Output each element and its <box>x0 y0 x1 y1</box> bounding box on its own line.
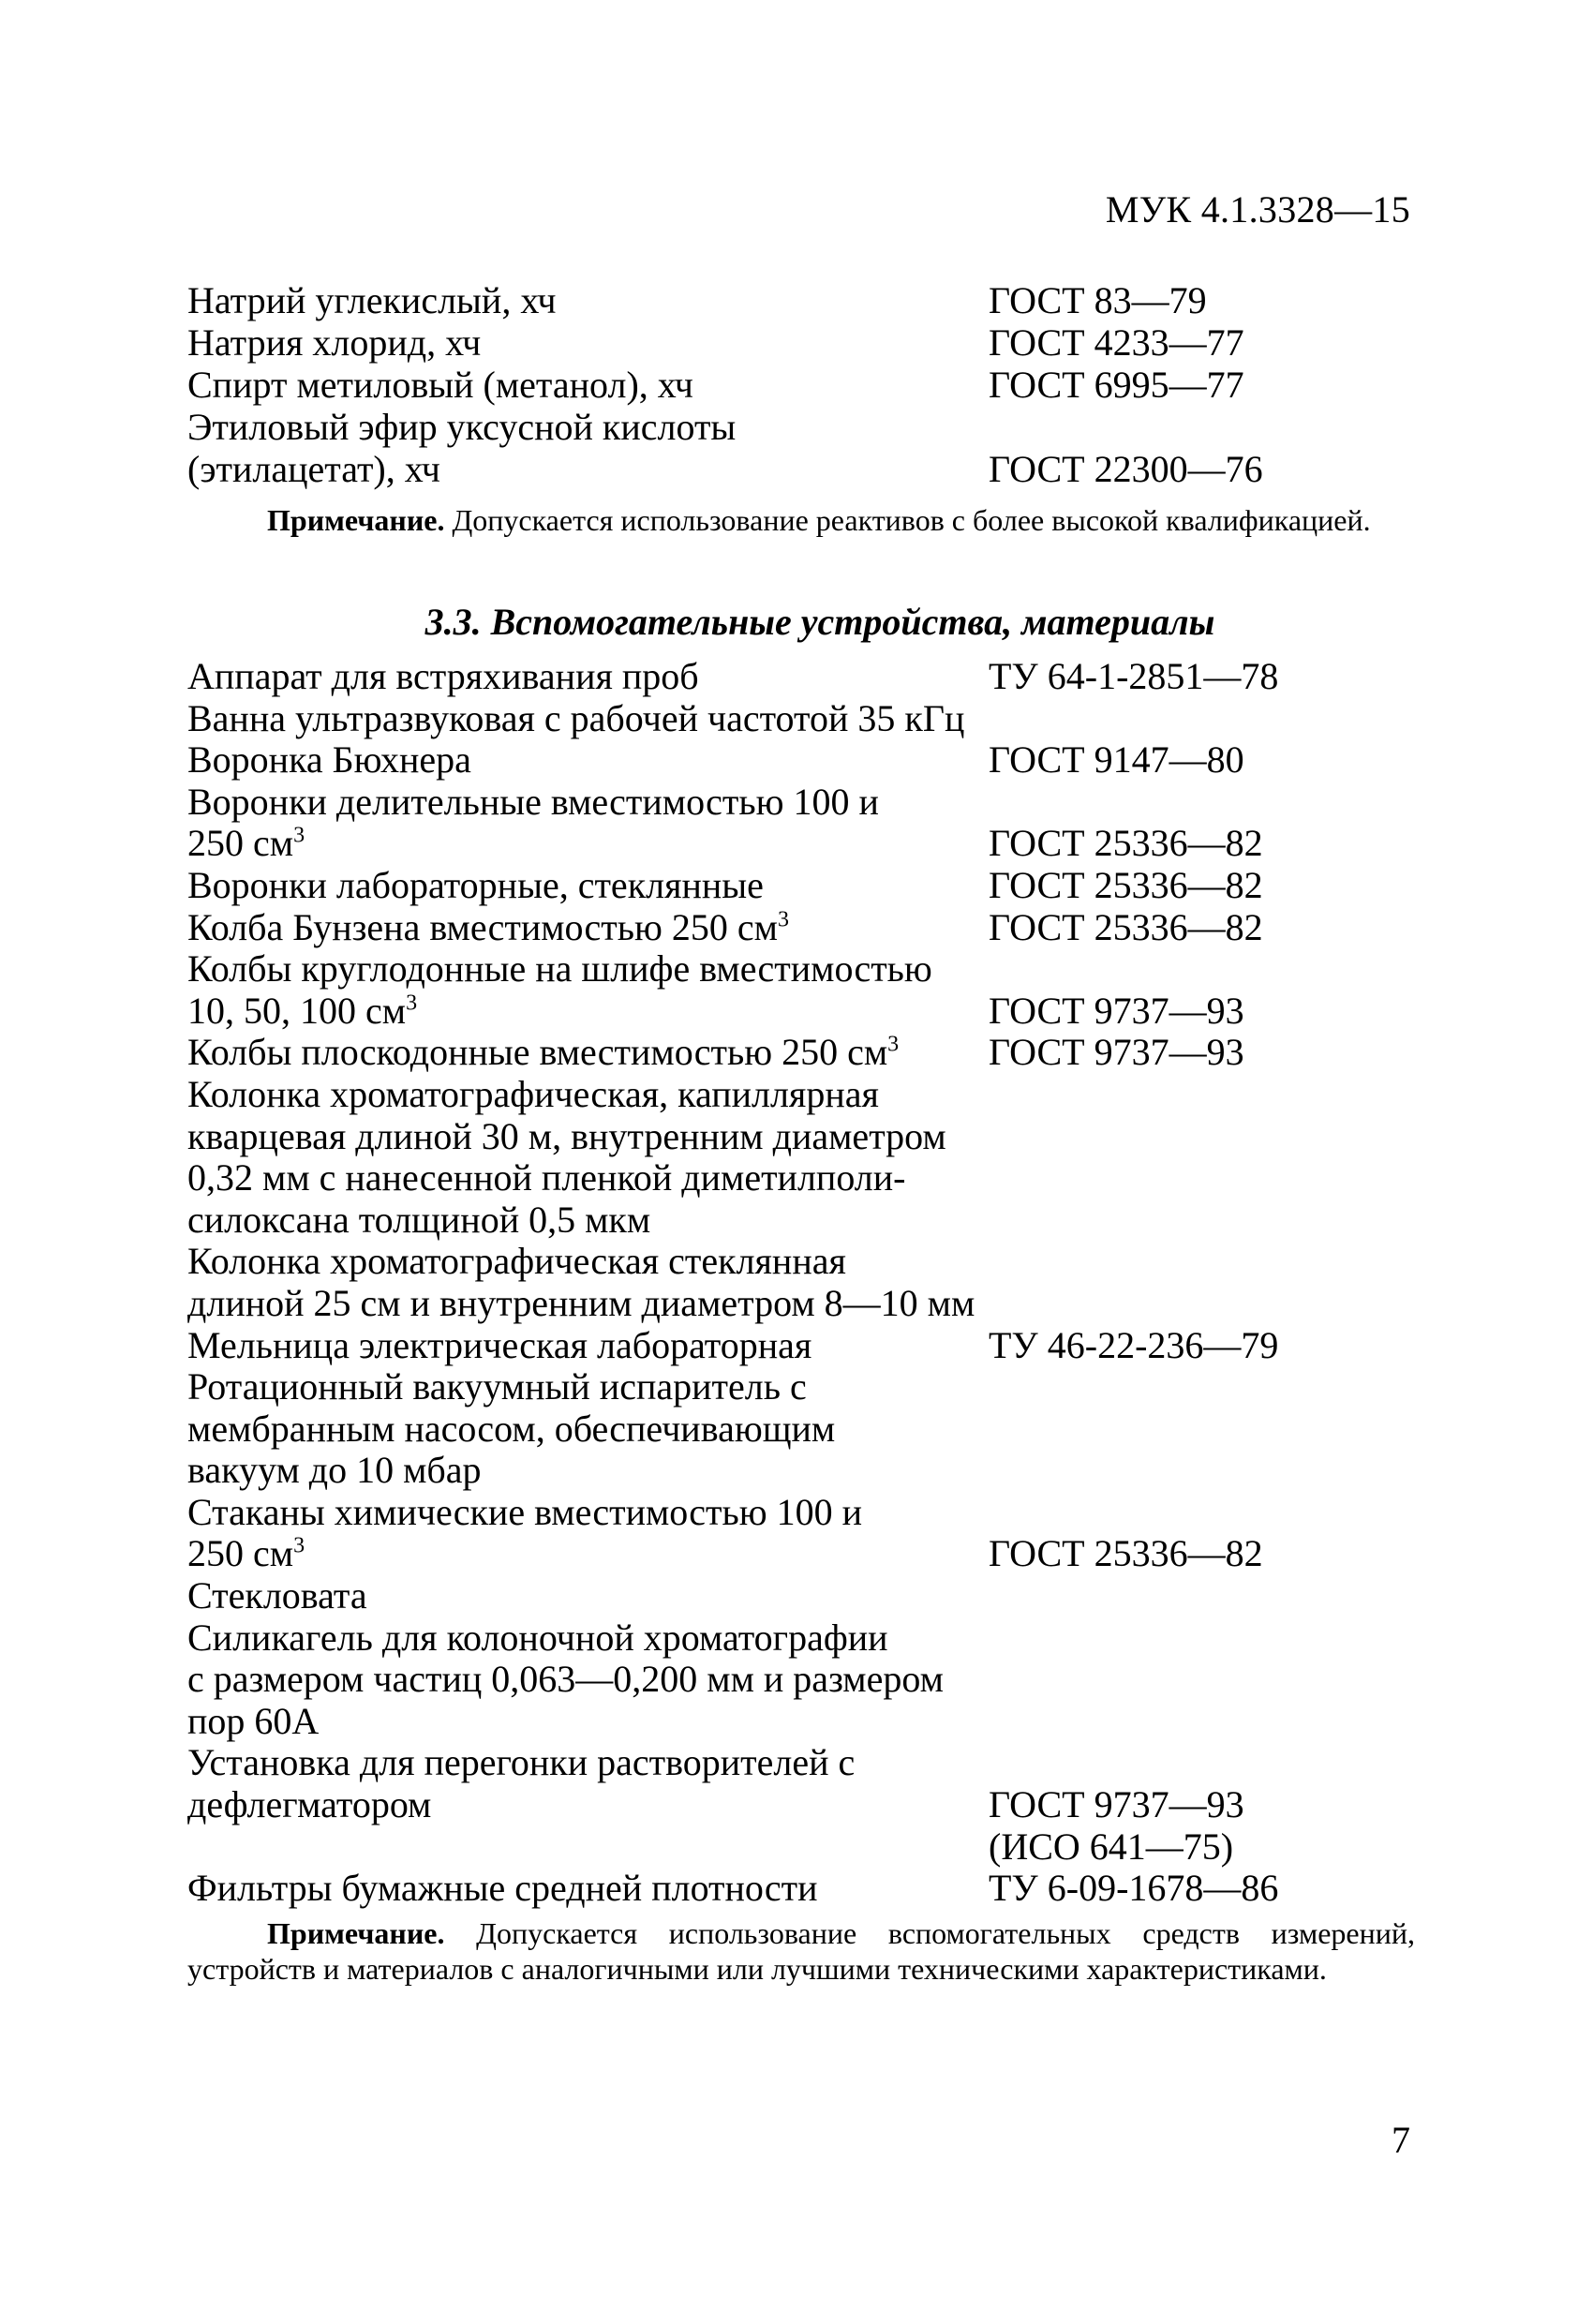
equipment-name <box>187 1157 989 1199</box>
equipment-name-text: 10, 50, 100 см <box>187 989 407 1032</box>
equipment-name-text: 250 см <box>187 822 294 865</box>
list-item <box>187 823 1424 865</box>
equipment-name <box>187 1701 989 1743</box>
equipment-standard <box>989 1575 1424 1617</box>
list-item <box>187 448 1424 490</box>
list-item <box>187 1283 1424 1325</box>
equipment-standard: (ИСО 641—75) <box>989 1825 1234 1868</box>
equipment-name-text: Воронки делительные вместимостью 100 и <box>187 780 879 823</box>
list-item <box>187 1784 1424 1826</box>
reagent-name: Натрия хлорид, хч <box>187 321 482 364</box>
list-item <box>187 1742 1424 1784</box>
list-item <box>187 1408 1424 1451</box>
equipment-name <box>187 1408 989 1451</box>
unit-superscript: 3 <box>406 991 418 1016</box>
list-item <box>187 1325 1424 1367</box>
list-item <box>187 406 1424 448</box>
reagent-name: Спирт метиловый (метанол), хч <box>187 364 693 406</box>
equipment-standard: ГОСТ 25336—82 <box>989 1532 1263 1575</box>
equipment-name-text: дефлегматором <box>187 1783 432 1826</box>
equipment-name-text: Стаканы химические вместимостью 100 и <box>187 1490 863 1533</box>
list-item <box>187 279 1424 321</box>
equipment-standard: ГОСТ 25336—82 <box>989 863 1263 906</box>
equipment-name-text: Воронка Бюхнера <box>187 738 471 782</box>
equipment-name <box>187 948 989 991</box>
equipment-name-text: вакуум до 10 мбар <box>187 1449 482 1492</box>
list-item <box>187 1533 1424 1575</box>
equipment-name <box>187 1575 989 1617</box>
list-item <box>187 1617 1424 1660</box>
equipment-standard <box>989 1283 1424 1325</box>
equipment-standard <box>989 1742 1424 1784</box>
equipment-name <box>187 1868 989 1910</box>
equipment-name <box>187 1366 989 1408</box>
list-item <box>187 782 1424 824</box>
equipment-standard: ГОСТ 9737—93 <box>989 1783 1244 1826</box>
equipment-name <box>187 1032 989 1074</box>
equipment-name-text: Установка для перегонки растворителей с <box>187 1741 856 1784</box>
equipment-name-text: Стекловата <box>187 1574 367 1617</box>
equipment-name-text: Силикагель для колоночной хроматографии <box>187 1616 888 1659</box>
reagents-list <box>187 279 1424 490</box>
equipment-standard <box>989 1199 1424 1242</box>
note-text: Допускается использование реактивов с более высокой квалификацией. <box>444 503 1371 537</box>
list-item <box>187 1575 1424 1617</box>
equipment-name <box>187 1199 989 1242</box>
note-reagents <box>187 502 1415 538</box>
list-item <box>187 364 1424 406</box>
equipment-name-text: Колонка хроматографическая стеклянная <box>187 1240 846 1283</box>
equipment-name <box>187 1617 989 1660</box>
list-item <box>187 907 1424 949</box>
equipment-standard <box>989 1241 1424 1283</box>
equipment-name-text: Мельница электрическая лабораторная <box>187 1323 812 1366</box>
equipment-standard <box>989 1659 1424 1701</box>
equipment-name <box>187 782 989 824</box>
reagent-standard: ГОСТ 22300—76 <box>989 448 1263 490</box>
equipment-name <box>187 865 989 907</box>
list-item <box>187 1868 1424 1910</box>
equipment-name-text: с размером частиц 0,063—0,200 мм и размером <box>187 1658 944 1701</box>
list-item <box>187 1199 1424 1242</box>
page-number: 7 <box>1392 2119 1410 2161</box>
list-item <box>187 1659 1424 1701</box>
list-item <box>187 1366 1424 1408</box>
equipment-name-text: 250 см <box>187 1532 294 1575</box>
reagent-name: (этилацетат), хч <box>187 448 440 490</box>
equipment-name <box>187 698 989 740</box>
equipment-name-text: Ротационный вакуумный испаритель с <box>187 1365 807 1408</box>
equipment-name-text: Ванна ультразвуковая с рабочей частотой 35 кГц <box>187 696 965 739</box>
equipment-name-text: 0,32 мм с нанесенной пленкой диметилполи- <box>187 1156 906 1199</box>
equipment-name <box>187 739 989 782</box>
equipment-standard: ТУ 46-22-236—79 <box>989 1323 1279 1366</box>
equipment-list <box>187 656 1424 1910</box>
equipment-name-text: Колба Бунзена вместимостью 250 см <box>187 905 778 948</box>
unit-superscript: 3 <box>777 907 789 932</box>
equipment-name-text: Колбы плоскодонные вместимостью 250 см <box>187 1031 888 1074</box>
unit-superscript: 3 <box>887 1033 900 1058</box>
equipment-name-text: Воронки лабораторные, стеклянные <box>187 863 764 906</box>
equipment-name-text: мембранным насосом, обеспечивающим <box>187 1407 836 1450</box>
equipment-name <box>187 823 989 865</box>
equipment-standard <box>989 782 1424 824</box>
equipment-name-text: Аппарат для встряхивания проб <box>187 655 699 697</box>
equipment-name-text: Колбы круглодонные на шлифе вместимостью <box>187 947 932 991</box>
section-title: 3.3. Вспомогательные устройства, материалы <box>424 601 1215 643</box>
equipment-name-text: Колонка хроматографическая, капиллярная <box>187 1072 879 1115</box>
equipment-name <box>187 1283 989 1325</box>
equipment-standard: ГОСТ 9147—80 <box>989 738 1244 782</box>
equipment-standard <box>989 948 1424 991</box>
equipment-name <box>187 1492 989 1534</box>
equipment-standard <box>989 1157 1424 1199</box>
equipment-name <box>187 656 989 698</box>
equipment-standard <box>989 698 1424 740</box>
list-item <box>187 1241 1424 1283</box>
equipment-standard: ТУ 6-09-1678—86 <box>989 1867 1279 1910</box>
equipment-name <box>187 1784 989 1826</box>
reagent-standard: ГОСТ 83—79 <box>989 279 1207 321</box>
equipment-name <box>187 991 989 1033</box>
equipment-name <box>187 907 989 949</box>
reagent-standard: ГОСТ 6995—77 <box>989 364 1244 406</box>
reagent-name: Натрий углекислый, хч <box>187 279 557 321</box>
list-item <box>187 1116 1424 1158</box>
equipment-standard <box>989 1701 1424 1743</box>
equipment-name-text: длиной 25 см и внутренним диаметром 8—10 мм <box>187 1281 975 1324</box>
equipment-name-text: силоксана толщиной 0,5 мкм <box>187 1198 651 1241</box>
equipment-standard: ГОСТ 25336—82 <box>989 822 1263 865</box>
list-item <box>187 948 1424 991</box>
list-item <box>187 1450 1424 1492</box>
equipment-standard <box>989 1492 1424 1534</box>
equipment-name <box>187 1533 989 1575</box>
list-item <box>187 698 1424 740</box>
note-text: Допускается использование вспомогательных средств измерений, устройств и материалов с аналогичными или лучшими техническими характеристиками. <box>187 1916 1415 1986</box>
list-item <box>187 865 1424 907</box>
unit-superscript: 3 <box>293 824 305 849</box>
equipment-standard <box>989 1408 1424 1451</box>
list-item <box>187 1701 1424 1743</box>
reagent-standard <box>989 406 1424 448</box>
equipment-standard <box>989 1074 1424 1116</box>
equipment-name <box>187 1241 989 1283</box>
equipment-standard <box>989 1617 1424 1660</box>
list-item <box>187 1826 1424 1869</box>
reagent-name: Этиловый эфир уксусной кислоты <box>187 406 737 448</box>
equipment-standard: ГОСТ 9737—93 <box>989 989 1244 1032</box>
list-item <box>187 991 1424 1033</box>
equipment-standard <box>989 1366 1424 1408</box>
equipment-name-text: пор 60А <box>187 1699 320 1742</box>
equipment-name <box>187 1325 989 1367</box>
list-item <box>187 1032 1424 1074</box>
reagent-standard: ГОСТ 4233—77 <box>989 321 1244 364</box>
unit-superscript: 3 <box>293 1534 305 1559</box>
equipment-name <box>187 1742 989 1784</box>
equipment-standard: ГОСТ 9737—93 <box>989 1031 1244 1074</box>
note-equipment <box>187 1915 1415 1987</box>
equipment-name <box>187 1826 989 1869</box>
equipment-standard: ГОСТ 25336—82 <box>989 905 1263 948</box>
list-item <box>187 1157 1424 1199</box>
equipment-name <box>187 1659 989 1701</box>
equipment-standard <box>989 1450 1424 1492</box>
list-item <box>187 739 1424 782</box>
equipment-standard <box>989 1116 1424 1158</box>
document-code: МУК 4.1.3328—15 <box>1105 188 1410 231</box>
equipment-name <box>187 1116 989 1158</box>
equipment-name <box>187 1450 989 1492</box>
note-label: Примечание. <box>267 503 445 537</box>
list-item <box>187 1074 1424 1116</box>
list-item <box>187 1492 1424 1534</box>
equipment-standard: ТУ 64-1-2851—78 <box>989 655 1279 697</box>
list-item <box>187 656 1424 698</box>
equipment-name-text: кварцевая длиной 30 м, внутренним диаметром <box>187 1114 946 1157</box>
list-item <box>187 321 1424 364</box>
equipment-name <box>187 1074 989 1116</box>
note-label: Примечание. <box>267 1916 445 1950</box>
equipment-name-text: Фильтры бумажные средней плотности <box>187 1867 818 1910</box>
